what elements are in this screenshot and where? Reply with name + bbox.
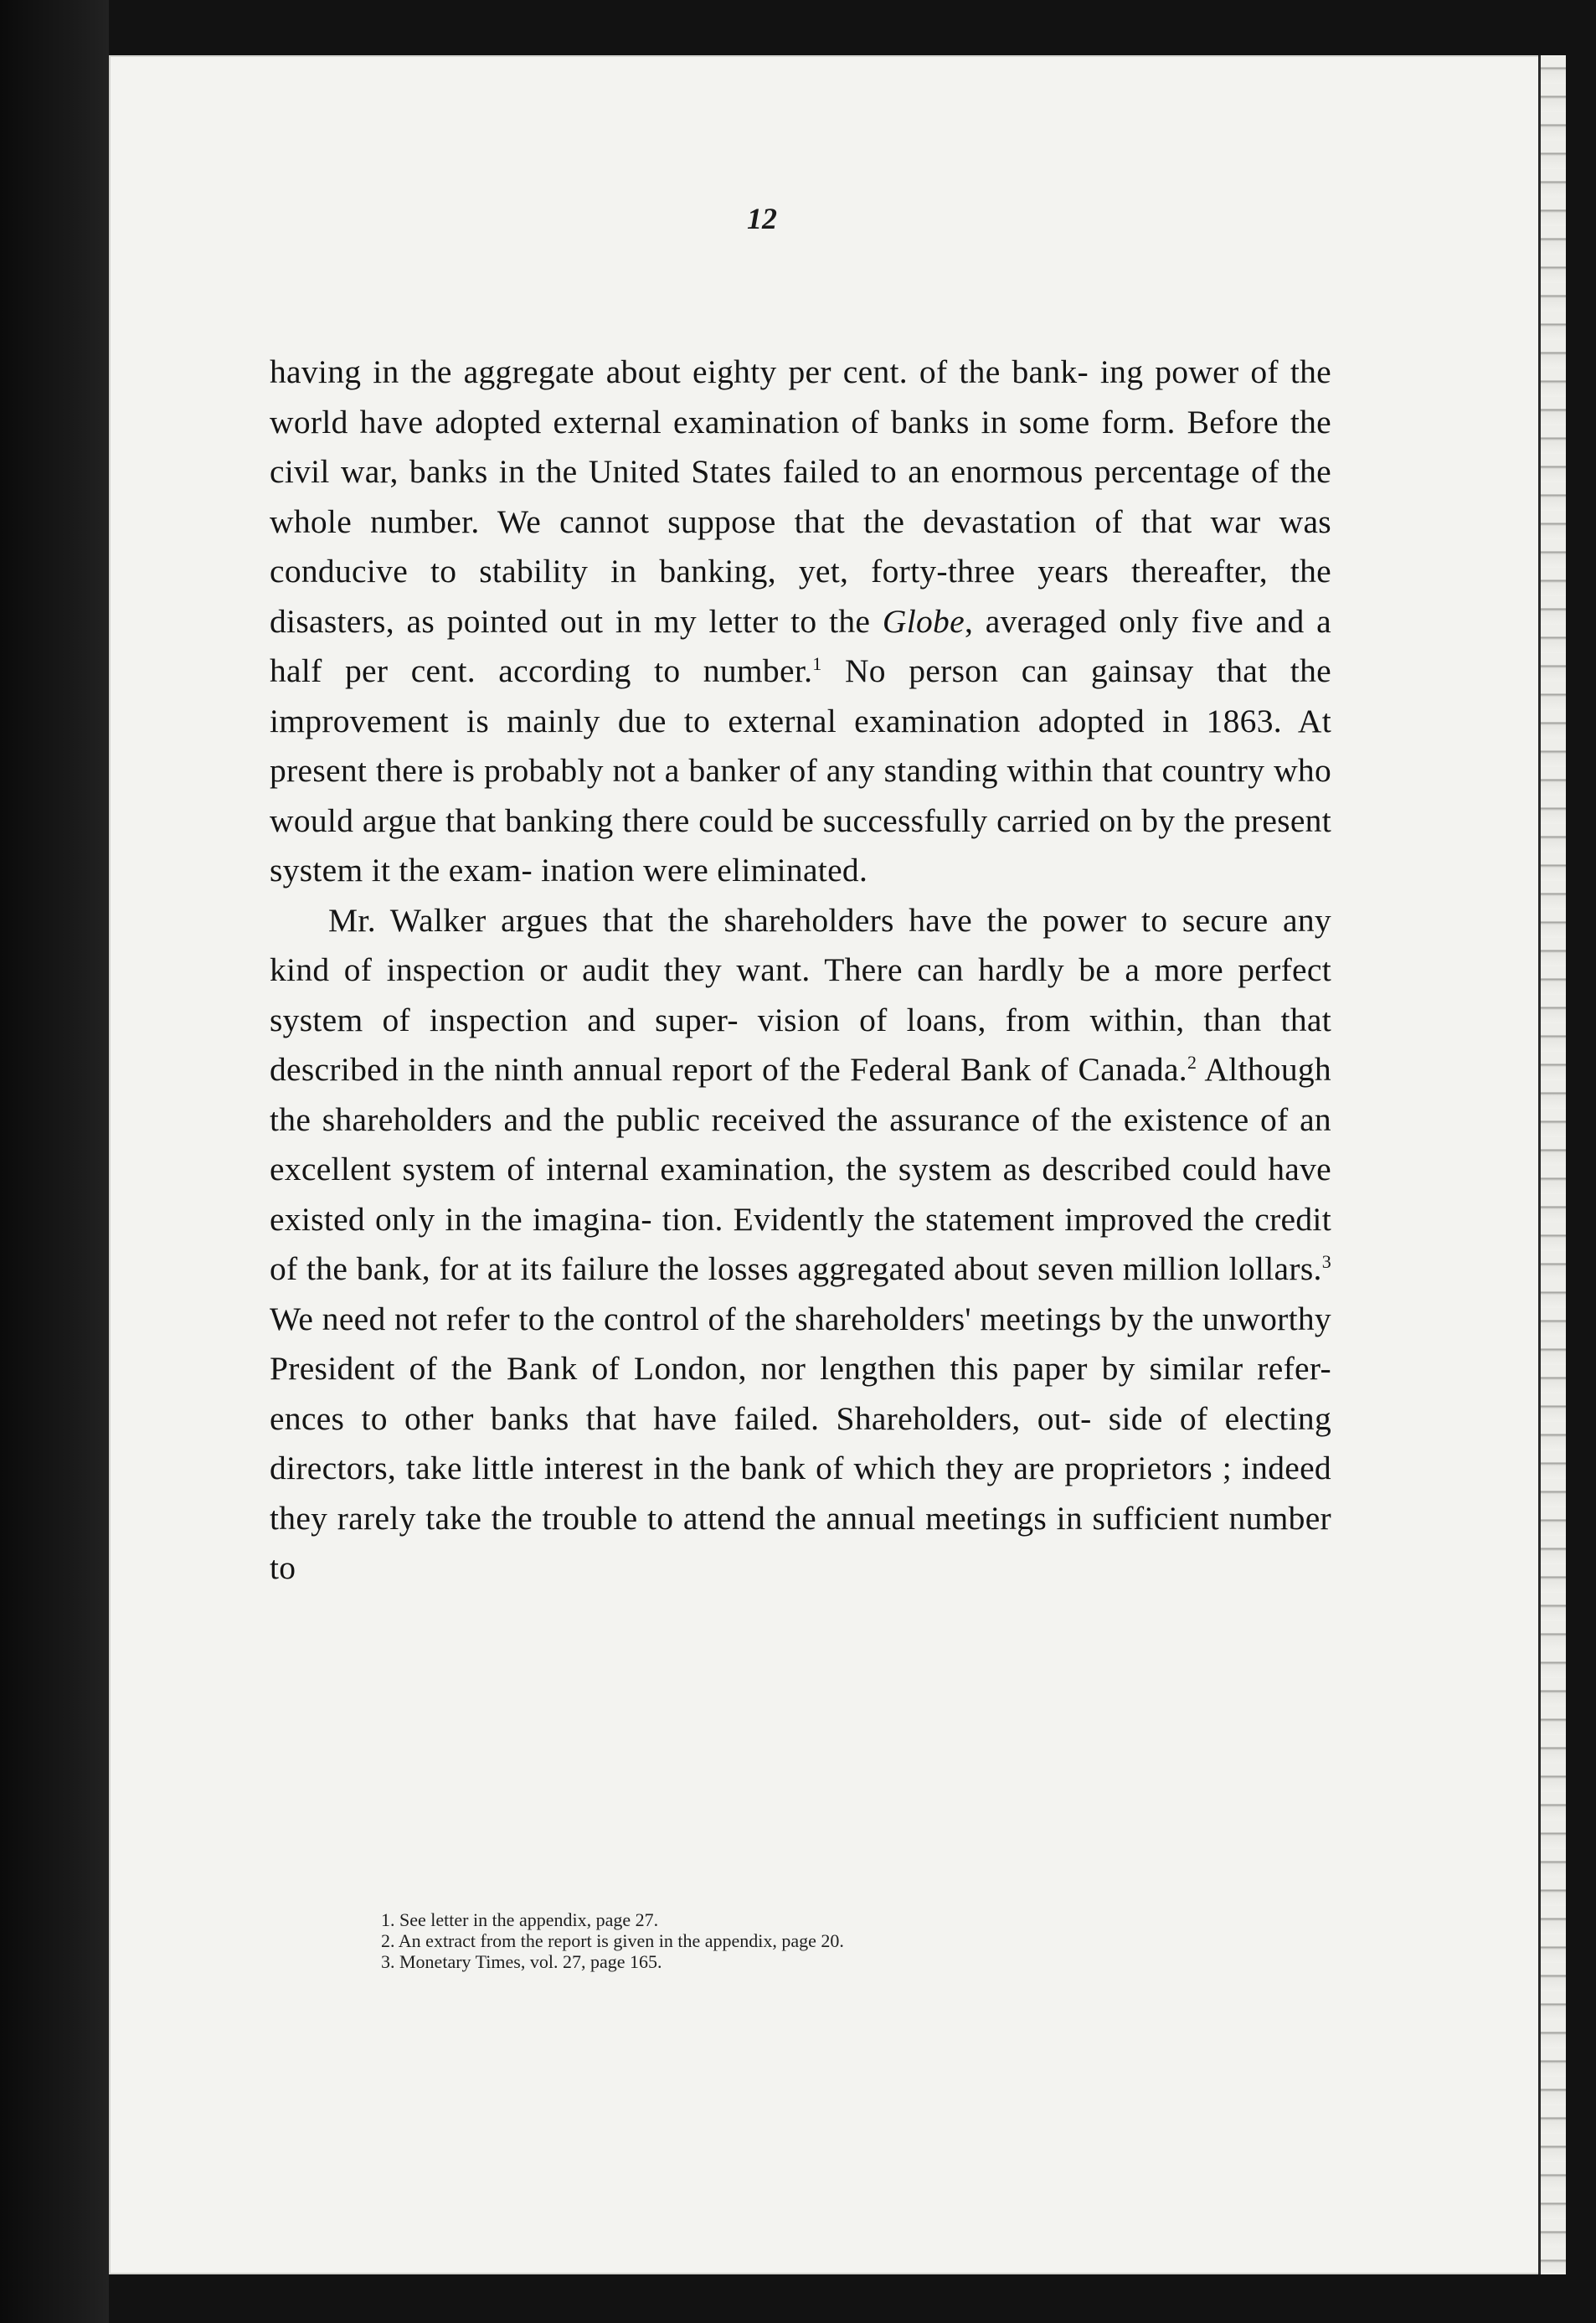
footnote-1: 1. See letter in the appendix, page 27. <box>381 1909 659 1930</box>
text-line: trouble to attend the annual meetings in sufficient number to <box>270 1499 1331 1586</box>
text-line: We need not refer to the control of the <box>270 1300 786 1337</box>
text-line: present there is probably not a banker of any standing within <box>270 752 1094 789</box>
paragraph-1 <box>270 348 1331 896</box>
text-line: vision of loans, from within, than that described in the ninth <box>270 1001 1331 1088</box>
text-line: the <box>829 602 883 640</box>
text-line: which they are proprietors ; indeed they rarely take the <box>270 1450 1331 1537</box>
text-line: existence of an excellent system of internal examination, the <box>270 1100 1331 1187</box>
text-line: having in the aggregate about eighty per cent. of the bank- <box>270 353 1089 390</box>
text-line: tion. Evidently the statement improved the credit of the <box>270 1200 1331 1287</box>
text-line: United States failed to an enormous percentage of the whole <box>270 453 1331 540</box>
italic-title-globe: Globe <box>882 602 965 640</box>
text-line: Mr. Walker argues that the shareholders have the power <box>328 901 1127 939</box>
text-line: war was conducive to stability in banking, yet, forty-three <box>270 502 1331 590</box>
text-line: ences to other banks that have failed. Shareholders, out- <box>270 1399 1092 1437</box>
text-line: shareholders and the public received the assurance of the <box>322 1100 1113 1138</box>
text-line: million lollars. <box>1122 1250 1322 1287</box>
body-text <box>270 348 1331 1594</box>
text-line: side of electing directors, take little interest in the bank of <box>270 1399 1331 1486</box>
text-line: to number. <box>654 652 813 689</box>
text-line: to secure any kind of inspection or audit they want. There <box>270 901 1331 988</box>
text-line: mainly due to external examination adopted in 1863. At <box>507 702 1331 739</box>
text-line: system as described could have existed only in the imagina- <box>270 1151 1331 1238</box>
text-line: successfully carried on by the present system it the exam- <box>270 801 1331 889</box>
footnote-3: 3. Monetary Times, vol. 27, page 165. <box>381 1951 662 1972</box>
text-line: ination were eliminated. <box>541 852 868 889</box>
footnote-ref-1: 1 <box>812 652 822 674</box>
text-line: Although the <box>270 1051 1331 1138</box>
footnote-ref-2: 2 <box>1187 1051 1197 1073</box>
paragraph-2 <box>270 896 1331 1594</box>
text-line: ing power of the world have adopted external examination <box>270 353 1331 440</box>
footnote-ref-3: 3 <box>1321 1250 1331 1272</box>
text-line: years thereafter, the disasters, as pointed out in my letter to <box>270 553 1331 640</box>
text-line: number. We cannot suppose that the devastation of that <box>370 502 1192 540</box>
text-line: annual report of the Federal Bank of Canada. <box>573 1051 1187 1088</box>
text-line: No person can gainsay that the improvement is <box>270 652 1331 739</box>
footnotes <box>381 1909 1302 1972</box>
text-line: shareholders' meetings by the unworthy President of the <box>270 1300 1331 1387</box>
text-line: of banks in some form. Before the civil war, banks in the <box>270 403 1331 490</box>
scan-background-left <box>0 0 109 2323</box>
text-line: can hardly be a more perfect system of inspection and super- <box>270 951 1331 1038</box>
page-number: 12 <box>747 202 777 235</box>
text-line: that country who would argue that banking there could be <box>270 752 1331 839</box>
footnote-2: 2. An extract from the report is given in the appendix, page 20. <box>381 1930 844 1951</box>
text-line: , averaged only five and a half per cent. according <box>270 602 1331 689</box>
page-right-edge <box>1538 55 1566 2274</box>
text-line: Bank of London, nor lengthen this paper by similar refer- <box>507 1350 1331 1387</box>
text-line: bank, for at its failure the losses aggregated about seven <box>356 1250 1115 1287</box>
